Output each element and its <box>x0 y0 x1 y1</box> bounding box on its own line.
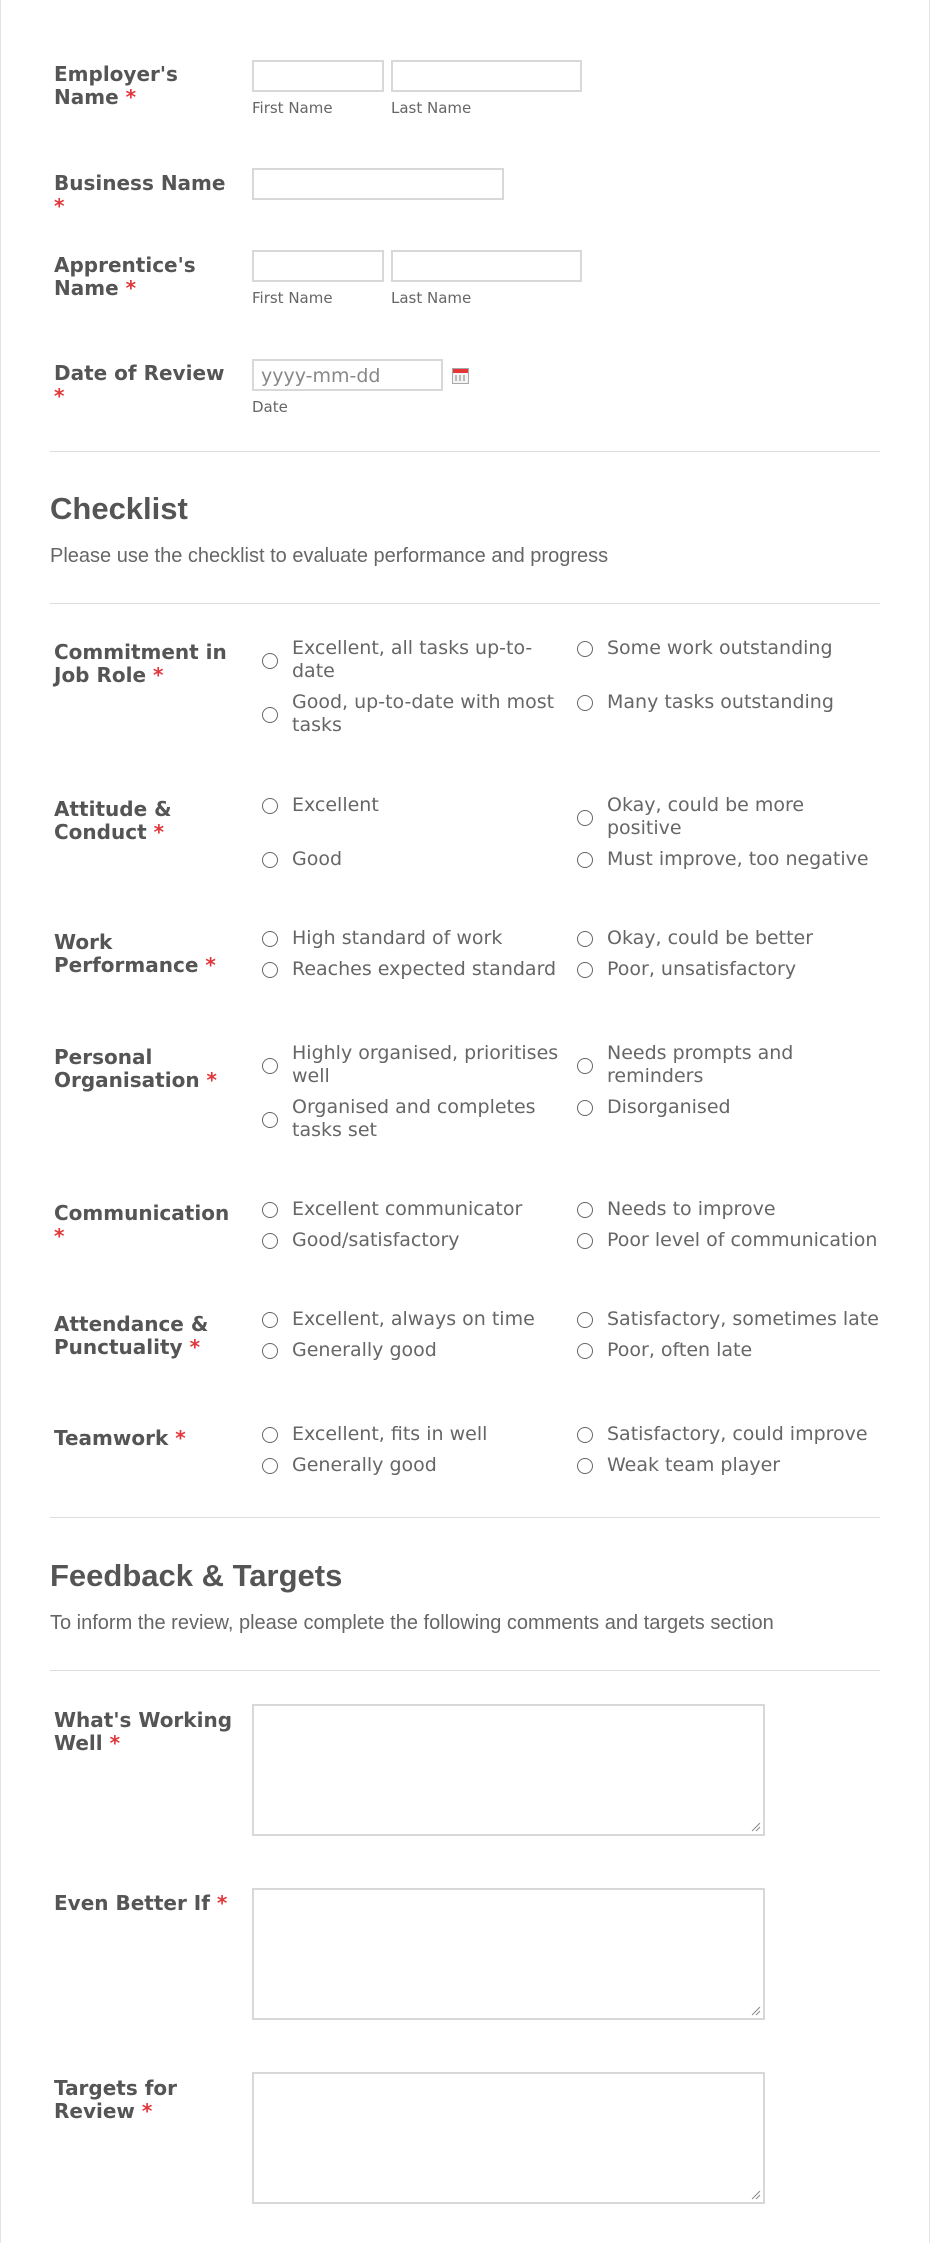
apprentice-last-name-input[interactable] <box>391 250 582 282</box>
radio-button[interactable] <box>577 852 593 868</box>
radio-button[interactable] <box>577 1202 593 1218</box>
apprentice-name-label: Apprentice's Name * <box>54 253 196 300</box>
radio-option-label: Reaches expected standard <box>292 958 557 980</box>
date-of-review-input[interactable] <box>252 359 443 391</box>
required-mark: * <box>125 276 137 300</box>
required-mark: * <box>125 85 137 109</box>
required-mark: * <box>54 1224 65 1248</box>
checklist-description: Please use the checklist to evaluate performance and progress <box>50 545 609 567</box>
radio-button[interactable] <box>262 1312 278 1328</box>
checklist-heading: Checklist <box>50 491 188 526</box>
radio-option-label: Must improve, too negative <box>607 848 869 870</box>
required-mark: * <box>205 953 216 977</box>
radio-option-label: Excellent communicator <box>292 1198 523 1220</box>
radio-option-label: Excellent <box>292 794 379 816</box>
radio-button[interactable] <box>262 1427 278 1443</box>
radio-button[interactable] <box>262 1458 278 1474</box>
radio-option-label: Generally good <box>292 1339 437 1361</box>
employer-first-name-input[interactable] <box>252 60 384 92</box>
radio-button[interactable] <box>262 852 278 868</box>
required-mark: * <box>141 2099 153 2123</box>
radio-option-label: Excellent, fits in well <box>292 1423 488 1445</box>
radio-button[interactable] <box>577 695 593 711</box>
radio-option-label: Poor, often late <box>607 1339 753 1361</box>
calendar-icon[interactable] <box>452 368 469 384</box>
resize-handle-icon[interactable] <box>751 1822 761 1832</box>
radio-button[interactable] <box>577 1100 593 1116</box>
radio-option-label: Good/satisfactory <box>292 1229 460 1251</box>
radio-button[interactable] <box>262 707 278 723</box>
radio-button[interactable] <box>262 653 278 669</box>
radio-option-label: Disorganised <box>607 1096 731 1118</box>
question-label: Communication * <box>54 1201 230 1248</box>
question-label: Attendance & Punctuality * <box>54 1312 209 1359</box>
radio-option-label: Poor level of communication <box>607 1229 878 1251</box>
radio-option-label: Excellent, all tasks up-to-date <box>292 637 533 682</box>
required-mark: * <box>175 1426 186 1450</box>
date-sublabel: Date <box>252 398 288 416</box>
radio-option-label: Satisfactory, sometimes late <box>607 1308 879 1330</box>
radio-option-label: Okay, could be more positive <box>607 794 805 839</box>
section-divider <box>50 603 880 604</box>
whats-working-well-label: What's Working Well * <box>54 1708 233 1755</box>
radio-option-label: Some work outstanding <box>607 637 833 659</box>
radio-button[interactable] <box>262 1058 278 1074</box>
page-left-edge <box>0 0 1 2243</box>
radio-option-label: Good <box>292 848 343 870</box>
feedback-heading: Feedback & Targets <box>50 1558 343 1593</box>
required-mark: * <box>153 663 164 687</box>
radio-button[interactable] <box>577 810 593 826</box>
radio-option-label: Okay, could be better <box>607 927 814 949</box>
required-mark: * <box>206 1068 218 1092</box>
radio-button[interactable] <box>577 1312 593 1328</box>
employer-first-name-sublabel: First Name <box>252 99 333 117</box>
business-name-label: Business Name * <box>54 171 226 218</box>
radio-option-label: Needs prompts and reminders <box>607 1042 794 1087</box>
apprentice-last-name-sublabel: Last Name <box>391 289 472 307</box>
radio-option-label: Highly organised, prioritises well <box>292 1042 559 1087</box>
radio-option-label: Organised and completes tasks set <box>292 1096 536 1141</box>
radio-button[interactable] <box>262 1343 278 1359</box>
radio-button[interactable] <box>577 931 593 947</box>
apprentice-first-name-sublabel: First Name <box>252 289 333 307</box>
radio-button[interactable] <box>577 1427 593 1443</box>
question-label: Work Performance * <box>54 930 216 977</box>
whats-working-well-textarea[interactable] <box>252 1704 765 1836</box>
radio-button[interactable] <box>262 1112 278 1128</box>
radio-option-label: Needs to improve <box>607 1198 776 1220</box>
section-divider <box>50 1670 880 1671</box>
resize-handle-icon[interactable] <box>751 2190 761 2200</box>
employer-last-name-input[interactable] <box>391 60 582 92</box>
required-mark: * <box>153 820 165 844</box>
resize-handle-icon[interactable] <box>751 2006 761 2016</box>
targets-for-review-label: Targets for Review * <box>54 2076 178 2123</box>
required-mark: * <box>189 1335 201 1359</box>
section-divider <box>50 451 880 452</box>
radio-option-label: Generally good <box>292 1454 437 1476</box>
targets-for-review-textarea[interactable] <box>252 2072 765 2204</box>
radio-option-label: High standard of work <box>292 927 503 949</box>
date-placeholder: yyyy-mm-dd <box>261 365 381 387</box>
even-better-if-textarea[interactable] <box>252 1888 765 2020</box>
radio-button[interactable] <box>577 1233 593 1249</box>
radio-option-label: Excellent, always on time <box>292 1308 535 1330</box>
business-name-input[interactable] <box>252 168 504 200</box>
question-label: Commitment in Job Role * <box>54 640 227 687</box>
question-label: Personal Organisation * <box>54 1045 218 1092</box>
radio-button[interactable] <box>577 1343 593 1359</box>
radio-button[interactable] <box>577 962 593 978</box>
radio-option-label: Poor, unsatisfactory <box>607 958 797 980</box>
even-better-if-label: Even Better If * <box>54 1891 228 1915</box>
required-mark: * <box>54 384 65 408</box>
radio-button[interactable] <box>262 798 278 814</box>
apprentice-first-name-input[interactable] <box>252 250 384 282</box>
radio-button[interactable] <box>262 962 278 978</box>
feedback-description: To inform the review, please complete the following comments and targets section <box>50 1612 774 1634</box>
radio-button[interactable] <box>577 641 593 657</box>
section-divider <box>50 1517 880 1518</box>
required-mark: * <box>109 1731 121 1755</box>
radio-button[interactable] <box>262 1233 278 1249</box>
employer-last-name-sublabel: Last Name <box>391 99 472 117</box>
required-mark: * <box>216 1891 228 1915</box>
question-label: Teamwork * <box>54 1426 186 1450</box>
question-label: Attitude & Conduct * <box>54 797 172 844</box>
date-of-review-label: Date of Review * <box>54 361 225 408</box>
radio-option-label: Weak team player <box>607 1454 781 1476</box>
radio-button[interactable] <box>262 1202 278 1218</box>
radio-option-label: Satisfactory, could improve <box>607 1423 868 1445</box>
radio-button[interactable] <box>262 931 278 947</box>
radio-button[interactable] <box>577 1058 593 1074</box>
employer-name-label: Employer's Name * <box>54 62 178 109</box>
required-mark: * <box>54 194 65 218</box>
radio-option-label: Good, up-to-date with most tasks <box>292 691 555 736</box>
radio-option-label: Many tasks outstanding <box>607 691 834 713</box>
radio-button[interactable] <box>577 1458 593 1474</box>
